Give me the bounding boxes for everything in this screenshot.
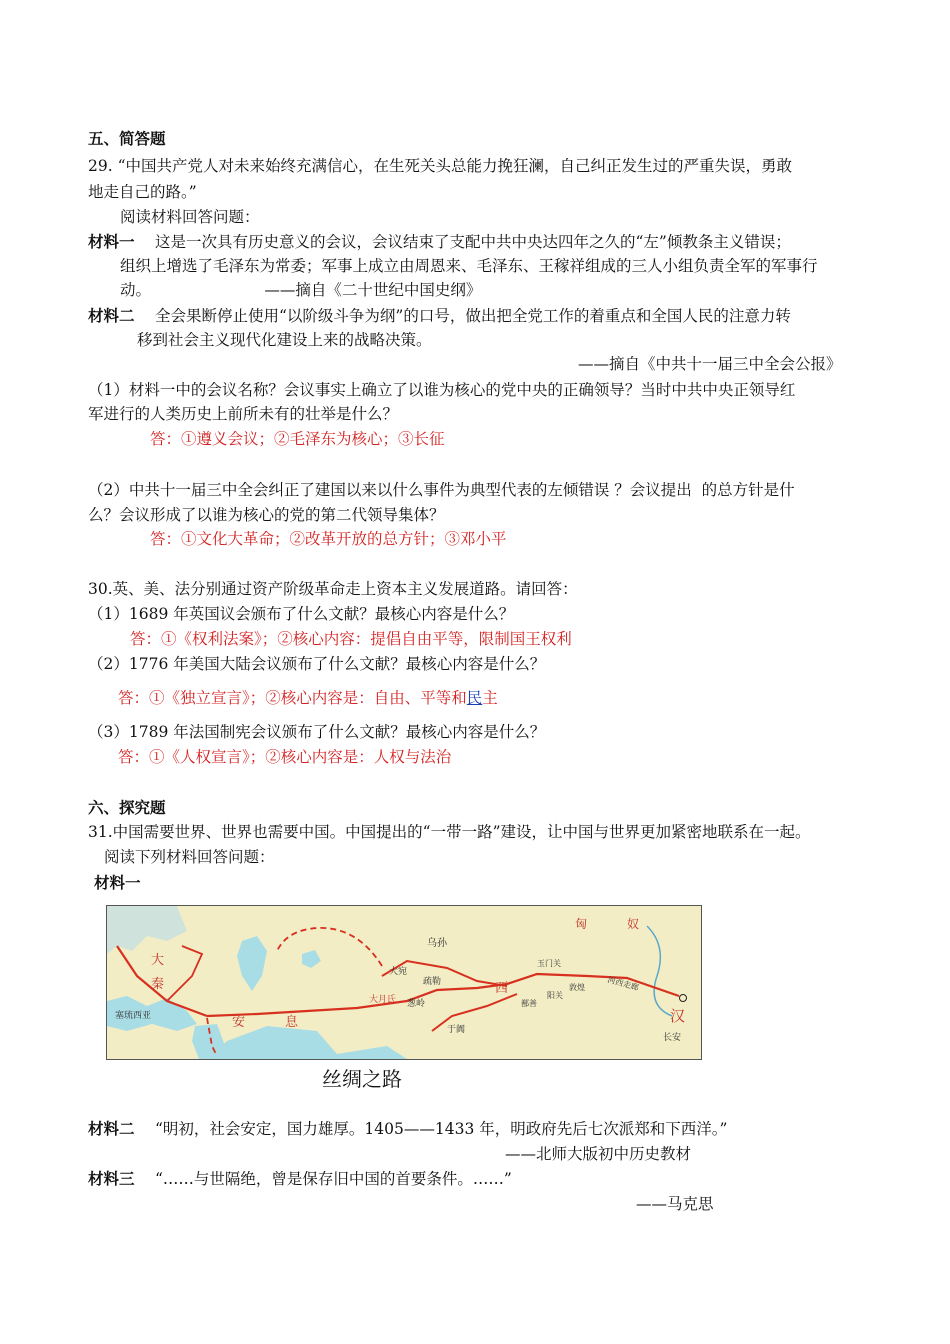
- label-dawan: 大宛: [389, 967, 408, 977]
- q29-sub1-line1: （1）材料一中的会议名称？会议事实上确立了以谁为核心的党中央的正确领导？当时中共中央正领导红: [88, 381, 796, 399]
- label-hexi: 河西走廊: [606, 975, 640, 993]
- q31-material3-text: “……与世隔绝，曾是保存旧中国的首要条件。……”: [155, 1170, 512, 1188]
- q29-material1-label: 材料一: [88, 232, 135, 251]
- section-title-5: 五、简答题: [88, 129, 166, 148]
- q29-answer2: 答：①文化大革命；②改革开放的总方针；③邓小平: [150, 530, 507, 548]
- label-xi-region: 西: [495, 981, 509, 996]
- label-shule: 疏勒: [423, 977, 442, 987]
- label-dunhuang: 敦煌: [569, 983, 585, 992]
- q31-stem-line2: 阅读下列材料回答问题：: [104, 848, 275, 866]
- q30-sub3: （3）1789 年法国制宪会议颁布了什么文献？最核心内容是什么？: [88, 723, 546, 741]
- q29-material1-line3: 动。 ——摘自《二十世纪中国史纲》: [120, 281, 482, 299]
- q31-material2-source: ——北师大版初中历史教材: [505, 1145, 692, 1163]
- q30-answer2: [118, 686, 498, 708]
- q29-material2-line2: 移到社会主义现代化建设上来的战略决策。: [137, 331, 432, 349]
- q31-material3-label: 材料三: [88, 1169, 135, 1188]
- label-yumenguan: 玉门关: [537, 959, 561, 968]
- label-shanshan: 鄯善: [521, 999, 537, 1008]
- q29-quote-line2: 地走自己的路。”: [88, 183, 197, 201]
- label-han: 汉: [670, 1007, 686, 1025]
- label-yutian: 于阗: [447, 1025, 466, 1035]
- q30-answer1: 答：①《权利法案》；②核心内容：提倡自由平等，限制国王权利: [130, 630, 572, 648]
- label-xiongnu-2: 奴: [627, 917, 640, 931]
- q30-answer3: 答：①《人权宣言》；②核心内容是：人权与法治: [118, 748, 452, 766]
- label-qin: 秦: [151, 977, 165, 992]
- map-caption: 丝绸之路: [322, 1067, 402, 1091]
- q29-quote-line1: 29. “中国共产党人对未来始终充满信心，在生死关头总能力挽狂澜，自己纠正发生过的严重失误，勇敢: [88, 157, 793, 175]
- q31-material2-label: 材料二: [88, 1119, 135, 1138]
- q29-material2-label: 材料二: [88, 306, 135, 325]
- q29-answer1: 答：①遵义会议；②毛泽东为核心；③长征: [150, 430, 445, 448]
- label-an: 安: [232, 1015, 246, 1030]
- q29-material2-line1: 全会果断停止使用“以阶级斗争为纲”的口号，做出把全党工作的着重点和全国人民的注意力转: [155, 307, 791, 325]
- label-changan: 长安: [663, 1033, 682, 1043]
- q30-sub1: （1）1689 年英国议会颁布了什么文献？最核心内容是什么？: [88, 605, 515, 623]
- q31-material2-text: “明初，社会安定，国力雄厚。1405——1433 年，明政府先后七次派郑和下西洋。”: [155, 1120, 728, 1138]
- silk-road-map: [106, 905, 702, 1060]
- q30-answer2-tail: 主: [482, 689, 498, 707]
- label-seleucia: 塞琉西亚: [115, 1011, 152, 1021]
- q30-answer2-text: 答：①《独立宣言》；②核心内容是：自由、平等和: [118, 689, 467, 707]
- q30-stem: 30.英、美、法分别通过资产阶级革命走上资本主义发展道路。请回答：: [88, 580, 578, 598]
- q31-material3-source: ——马克思: [636, 1195, 714, 1213]
- q29-sub2-line1: （2）中共十一届三中全会纠正了建国以来以什么事件为典型代表的左倾错误 ？会议提出 的总方针是什: [88, 481, 795, 499]
- q29-instruction: 阅读材料回答问题：: [120, 208, 260, 226]
- q31-material1-label: 材料一: [94, 873, 141, 892]
- label-congling: 葱岭: [407, 999, 426, 1009]
- label-wusun: 乌孙: [427, 938, 447, 949]
- q30-sub2: （2）1776 年美国大陆会议颁布了什么文献？最核心内容是什么？: [88, 655, 546, 673]
- q29-material1-line2: 组织上增选了毛泽东为常委；军事上成立由周恩来、毛泽东、王稼祥组成的三人小组负责全军的军事行: [120, 257, 818, 275]
- q31-stem-line1: 31.中国需要世界、世界也需要中国。中国提出的“一带一路”建设，让中国与世界更加紧密地联系在一起。: [88, 823, 811, 841]
- label-da: 大: [151, 953, 165, 968]
- q29-sub2-line2: 么？会议形成了以谁为核心的党的第二代领导集体？: [88, 506, 445, 524]
- q29-sub1-line2: 军进行的人类历史上前所未有的壮举是什么？: [88, 405, 399, 423]
- label-xiongnu-1: 匈: [575, 917, 588, 931]
- label-dayuezhi: 大月氏: [369, 995, 397, 1005]
- q30-answer2-link[interactable]: 民: [466, 689, 483, 707]
- q29-material1-line1: 这是一次具有历史意义的会议，会议结束了支配中共中央达四年之久的“左”倾教条主义错误；: [155, 233, 791, 251]
- label-yangguan: 阳关: [547, 991, 563, 1000]
- section-title-6: 六、探究题: [88, 798, 166, 817]
- q29-material2-source: ——摘自《中共十一届三中全会公报》: [578, 355, 842, 373]
- label-xi: 息: [285, 1015, 299, 1030]
